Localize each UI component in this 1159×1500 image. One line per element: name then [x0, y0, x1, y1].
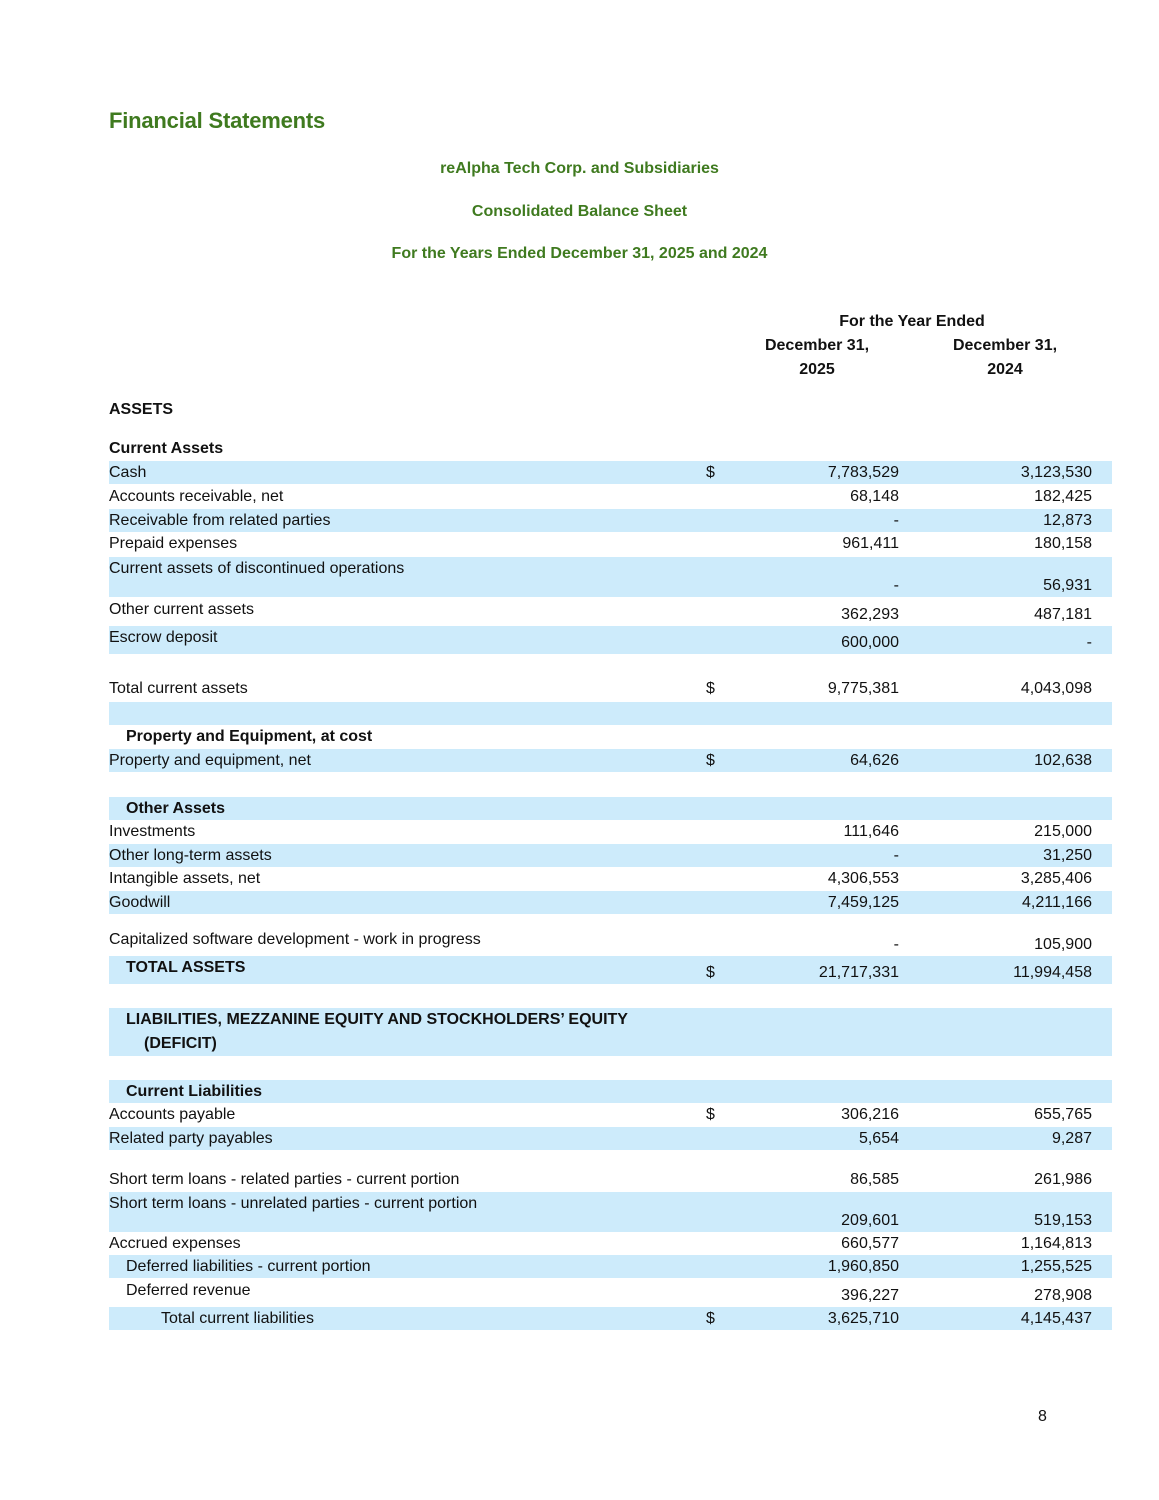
row-label: Property and equipment, net [109, 752, 311, 769]
row-label: TOTAL ASSETS [126, 959, 246, 976]
row-label-continuation: (DEFICIT) [144, 1035, 217, 1052]
table-row [109, 820, 1112, 843]
row-label: Total current liabilities [161, 1310, 314, 1327]
value-2025: 306,216 [841, 1106, 899, 1123]
value-2025: - [893, 847, 899, 864]
column-header-2025-line2: 2025 [799, 361, 835, 378]
row-label: Goodwill [109, 894, 171, 911]
row-label: Capitalized software development - work in progress [109, 931, 481, 948]
table-row [109, 1103, 1112, 1126]
value-2025: 660,577 [841, 1235, 899, 1252]
value-2025: 7,459,125 [827, 894, 899, 911]
row-label: Other Assets [126, 800, 225, 817]
currency-symbol: $ [706, 680, 715, 697]
value-2025: 68,148 [850, 488, 899, 505]
row-label: Cash [109, 464, 147, 481]
table-row [109, 509, 1112, 532]
row-label: Short term loans - related parties - current portion [109, 1171, 460, 1188]
page-number: 8 [1038, 1408, 1047, 1425]
value-2024: 1,164,813 [1020, 1235, 1092, 1252]
table-row [109, 867, 1112, 890]
row-label: Current Assets [109, 440, 224, 457]
currency-symbol: $ [706, 1106, 715, 1123]
table-row [109, 557, 1112, 597]
row-label: Other long-term assets [109, 847, 272, 864]
table-row [109, 1232, 1112, 1255]
value-2025: 86,585 [850, 1171, 899, 1188]
table-row [109, 626, 1112, 654]
value-2025: 1,960,850 [827, 1258, 899, 1275]
value-2025: 600,000 [841, 634, 899, 651]
column-header-2024 [925, 334, 1085, 382]
row-label: LIABILITIES, MEZZANINE EQUITY AND STOCKHOLDERS’ EQUITY [126, 1011, 628, 1028]
row-label: Current Liabilities [126, 1083, 263, 1100]
value-2024: 3,285,406 [1020, 870, 1092, 887]
table-row [109, 1192, 1112, 1232]
column-group-header: For the Year Ended [839, 313, 985, 330]
table-row [109, 398, 1112, 421]
row-label: Deferred liabilities - current portion [126, 1258, 371, 1275]
value-2024: 519,153 [1034, 1212, 1092, 1229]
value-2024: 105,900 [1034, 936, 1092, 953]
table-row [109, 928, 1112, 956]
table-row [109, 725, 1112, 748]
table-row [109, 1008, 1112, 1056]
value-2024: 487,181 [1034, 606, 1092, 623]
value-2025: 21,717,331 [818, 964, 899, 981]
row-label: Accrued expenses [109, 1235, 241, 1252]
value-2024: 3,123,530 [1020, 464, 1092, 481]
value-2025: - [893, 936, 899, 953]
value-2025: 111,646 [843, 823, 899, 840]
value-2025: 7,783,529 [827, 464, 899, 481]
table-row [109, 749, 1112, 772]
company-name: reAlpha Tech Corp. and Subsidiaries [440, 160, 719, 177]
row-label: Short term loans - unrelated parties - current portion [109, 1195, 478, 1212]
column-header-2024-line2: 2024 [987, 361, 1023, 378]
section-title: Financial Statements [109, 108, 326, 133]
row-label: Accounts receivable, net [109, 488, 284, 505]
value-2024: 56,931 [1043, 577, 1092, 594]
value-2025: 396,227 [841, 1287, 899, 1304]
row-label: Intangible assets, net [109, 870, 261, 887]
row-label: Total current assets [109, 680, 248, 697]
row-label: Property and Equipment, at cost [126, 728, 373, 745]
row-label: Accounts payable [109, 1106, 236, 1123]
currency-symbol: $ [706, 464, 715, 481]
statement-title: Consolidated Balance Sheet [471, 203, 688, 220]
value-2025: 5,654 [858, 1130, 899, 1147]
currency-symbol: $ [706, 752, 715, 769]
table-row [109, 891, 1112, 914]
table-row [109, 532, 1112, 555]
value-2025: 64,626 [850, 752, 899, 769]
table-row [109, 461, 1112, 484]
table-row [109, 437, 1112, 460]
table-row [109, 598, 1112, 626]
column-header-2025-line1: December 31, [764, 337, 870, 354]
value-2024: 215,000 [1034, 823, 1092, 840]
table-row [109, 677, 1112, 700]
row-label: Investments [109, 823, 196, 840]
row-label: ASSETS [109, 401, 174, 418]
value-2024: 4,043,098 [1020, 680, 1092, 697]
table-row [109, 844, 1112, 867]
row-label: Escrow deposit [109, 629, 218, 646]
value-2024: 4,145,437 [1020, 1310, 1092, 1327]
statement-period: For the Years Ended December 31, 2025 and 2024 [391, 245, 768, 262]
value-2025: - [893, 577, 899, 594]
row-label: Related party payables [109, 1130, 273, 1147]
value-2024: 655,765 [1034, 1106, 1092, 1123]
value-2024: 182,425 [1034, 488, 1092, 505]
value-2025: 362,293 [841, 606, 899, 623]
value-2024: 31,250 [1043, 847, 1092, 864]
table-row [109, 1279, 1112, 1307]
value-2024: - [1086, 634, 1092, 651]
table-row [109, 1168, 1112, 1191]
row-label: Deferred revenue [126, 1282, 251, 1299]
table-row [109, 1127, 1112, 1150]
row-label: Other current assets [109, 601, 254, 618]
value-2024: 278,908 [1034, 1287, 1092, 1304]
value-2024: 261,986 [1034, 1171, 1092, 1188]
row-label: Receivable from related parties [109, 512, 331, 529]
column-header-2024-line1: December 31, [952, 337, 1058, 354]
table-row [109, 1255, 1112, 1278]
value-2024: 102,638 [1034, 752, 1092, 769]
table-row [109, 485, 1112, 508]
currency-symbol: $ [706, 1310, 715, 1327]
value-2025: 9,775,381 [827, 680, 899, 697]
value-2024: 12,873 [1043, 512, 1092, 529]
table-row [109, 956, 1112, 984]
column-header-2025 [737, 334, 897, 382]
table-row [109, 1307, 1112, 1330]
value-2025: 3,625,710 [827, 1310, 899, 1327]
table-row [109, 702, 1112, 725]
row-label: Current assets of discontinued operations [109, 560, 405, 577]
table-row [109, 1080, 1112, 1103]
row-label: Prepaid expenses [109, 535, 238, 552]
value-2025: - [893, 512, 899, 529]
value-2024: 11,994,458 [1013, 964, 1092, 981]
value-2025: 961,411 [842, 535, 899, 552]
value-2024: 180,158 [1034, 535, 1092, 552]
value-2025: 4,306,553 [827, 870, 899, 887]
value-2024: 4,211,166 [1022, 894, 1092, 911]
value-2025: 209,601 [841, 1212, 899, 1229]
table-row [109, 797, 1112, 820]
value-2024: 9,287 [1051, 1130, 1092, 1147]
value-2024: 1,255,525 [1020, 1258, 1092, 1275]
currency-symbol: $ [706, 964, 715, 981]
